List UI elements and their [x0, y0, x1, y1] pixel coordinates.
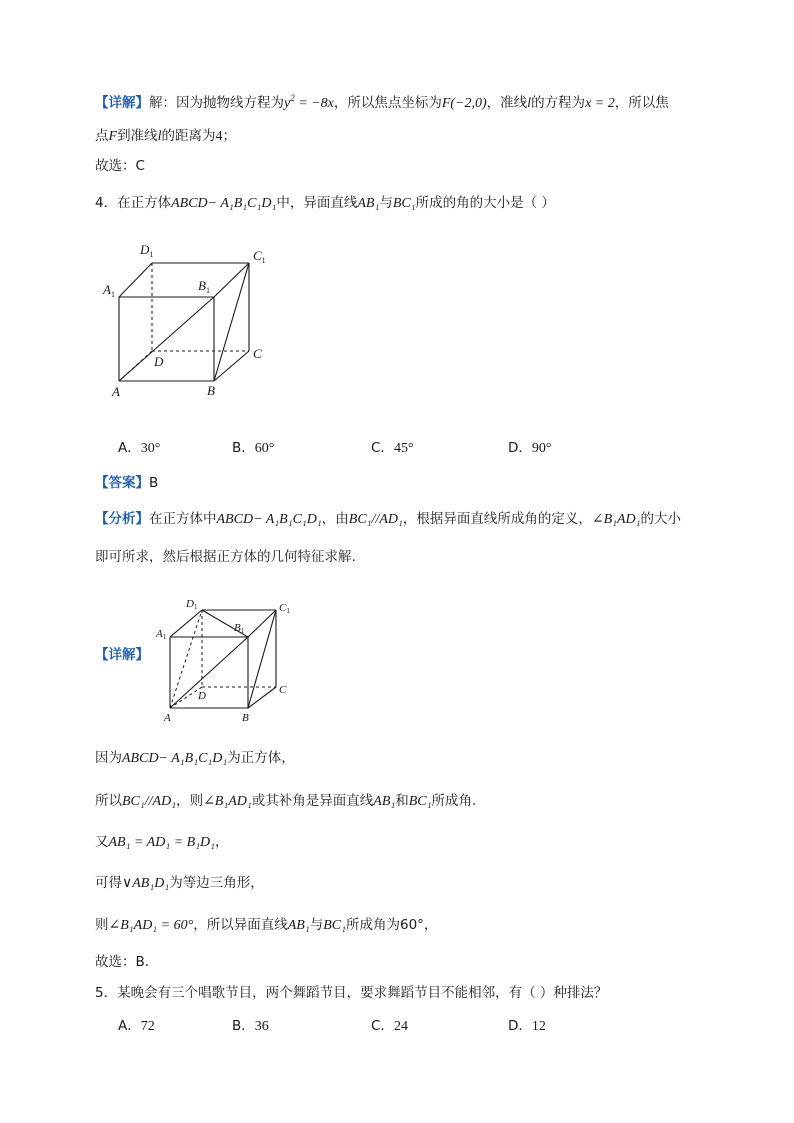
option-d: D．12 — [508, 1018, 546, 1034]
label-C1: $C_1$ — [253, 248, 266, 265]
label-C: C — [253, 346, 262, 361]
fig2-label-C: C — [279, 684, 287, 696]
option-b: B．60° — [232, 440, 275, 456]
fig2-label-A1: A1 — [156, 628, 167, 641]
question-4: 4．在正方体ABCD− A₁B₁C₁D₁中，异面直线AB₁与BC₁所成的角的大小是（ ） — [95, 195, 555, 211]
cube-figure-1 — [95, 240, 285, 400]
option-c: C．45° — [371, 440, 414, 456]
label-A1: $A_1$ — [103, 282, 115, 299]
label-B: B — [207, 383, 215, 398]
label-B1: $B_1$ — [198, 278, 210, 295]
detail1-line2: 点F到准线l的距离为4； — [95, 128, 236, 144]
fig2-label-B1: B1 — [234, 622, 245, 635]
label-D: D — [154, 354, 164, 369]
label-A: A — [112, 384, 120, 399]
option-d: D．90° — [508, 440, 552, 456]
fig2-label-C1: C1 — [279, 602, 290, 615]
fig2-label-D1: D1 — [186, 598, 198, 611]
option-b: B．36 — [232, 1018, 269, 1034]
detail-tag: 【详解】 — [95, 95, 149, 111]
directrix-equation: x = 2 — [585, 96, 615, 111]
step-6: 故选：B. — [95, 954, 150, 970]
option-c: C．24 — [371, 1018, 408, 1034]
fig2-label-D: D — [198, 690, 206, 702]
step-2: 所以BC₁//AD₁，则∠B₁AD₁或其补角是异面直线AB₁和BC₁所成角. — [95, 793, 477, 809]
option-a: A．30° — [118, 440, 161, 456]
option-a: A．72 — [118, 1018, 155, 1034]
focus-coordinates: F(−2,0) — [441, 96, 487, 111]
question-5: 5．某晚会有三个唱歌节目，两个舞蹈节目，要求舞蹈节目不能相邻，有（ ）种排法？ — [95, 985, 608, 1001]
answer1: 故选：C — [95, 158, 145, 174]
detail4-tag: 【详解】 — [95, 647, 149, 663]
detail1-line1: 【详解】解：因为抛物线方程为$y^2 = -8x$，所以焦点坐标为F(−2,0)，准线l的方程为x = 2，所以焦 — [95, 93, 669, 111]
label-D1: $D_1$ — [140, 242, 154, 259]
parabola-equation: $y^2 = -8x$ — [284, 93, 334, 111]
fig2-label-B: B — [242, 712, 249, 724]
answer-4: 【答案】B — [95, 475, 159, 491]
step-1: 因为ABCD− A₁B₁C₁D₁为正方体， — [95, 750, 295, 766]
cube-name: ABCD− A₁B₁C₁D₁ — [171, 196, 277, 211]
fig2-label-A: A — [164, 712, 171, 724]
cube-figure-2 — [150, 595, 300, 725]
analysis-line2: 即可所求，然后根据正方体的几何特征求解. — [95, 549, 356, 565]
step-4: 可得∨AB₁D₁为等边三角形， — [95, 875, 264, 891]
step-3: 又AB₁ = AD₁ = B₁D₁， — [95, 834, 229, 850]
analysis-line1: 【分析】在正方体中ABCD− A₁B₁C₁D₁，由BC₁//AD₁，根据异面直线所成角的定义，∠B₁AD₁的大小 — [95, 511, 682, 527]
step-5: 则∠B₁AD₁ = 60°，所以异面直线AB₁与BC₁所成角为60°， — [95, 917, 438, 933]
